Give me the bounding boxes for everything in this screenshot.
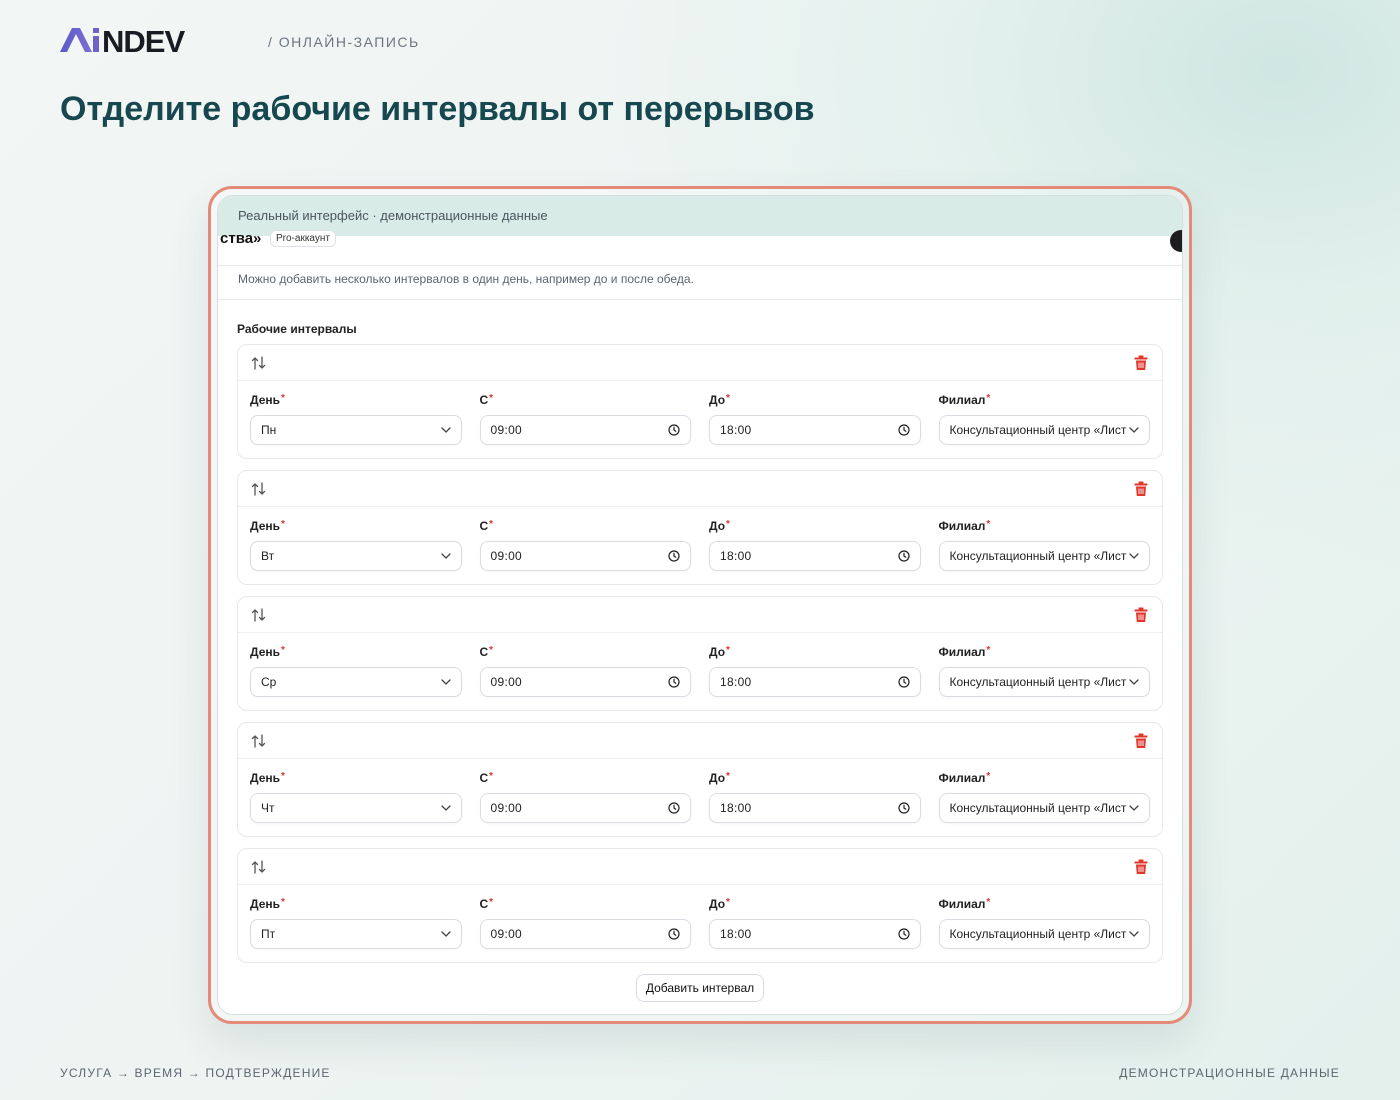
reorder-icon[interactable]: [251, 607, 267, 623]
day-field: [250, 771, 462, 823]
required-mark: *: [986, 519, 991, 530]
to-value: 18:00: [720, 423, 752, 437]
intervals-section: [218, 300, 1182, 1002]
day-select[interactable]: [250, 415, 462, 445]
interval-card-body: [238, 381, 1162, 445]
reorder-icon[interactable]: [251, 859, 267, 875]
screenshot-frame: [208, 186, 1192, 1024]
from-field: [480, 393, 692, 445]
to-label: До: [709, 519, 726, 533]
svg-text:NDEV: NDEV: [102, 26, 185, 56]
branch-select[interactable]: [939, 541, 1151, 571]
required-mark: *: [281, 771, 285, 782]
from-value: 09:00: [490, 549, 523, 563]
required-mark: *: [489, 519, 494, 530]
day-label: День: [250, 519, 280, 533]
clock-icon[interactable]: [668, 928, 680, 940]
clock-icon[interactable]: [668, 676, 680, 688]
interval-card-body: [238, 759, 1162, 823]
branch-value: Консультационный центр «Лист: [949, 675, 1127, 689]
from-time-input[interactable]: [480, 541, 692, 571]
branch-value: Консультационный центр «Лист: [949, 801, 1127, 815]
day-label: День: [250, 393, 280, 407]
required-mark: *: [726, 771, 730, 782]
to-field: [709, 645, 921, 697]
day-label: День: [250, 897, 280, 911]
required-mark: *: [726, 645, 730, 656]
day-label: День: [250, 771, 280, 785]
chevron-down-icon: [441, 679, 451, 685]
required-mark: *: [986, 771, 991, 782]
day-select[interactable]: [250, 541, 462, 571]
from-field: [480, 519, 692, 571]
required-mark: *: [726, 897, 730, 908]
interval-card-body: [238, 885, 1162, 949]
delete-icon[interactable]: [1134, 481, 1148, 497]
branch-field: [939, 645, 1151, 697]
chevron-down-icon: [1129, 931, 1139, 937]
day-field: [250, 897, 462, 949]
branch-value: Консультационный центр «Лист: [949, 549, 1127, 563]
branch-field: [939, 771, 1151, 823]
interval-card: [237, 344, 1163, 459]
from-label: С: [479, 897, 489, 911]
clock-icon[interactable]: [898, 928, 910, 940]
from-label: С: [479, 771, 489, 785]
interval-list: [237, 344, 1163, 963]
required-mark: *: [726, 393, 730, 404]
day-field: [250, 393, 462, 445]
to-label: До: [709, 897, 726, 911]
to-time-input[interactable]: [709, 667, 921, 697]
day-select[interactable]: [250, 919, 462, 949]
interval-card-body: [238, 507, 1162, 571]
required-mark: *: [281, 519, 285, 530]
branch-label: Филиал: [938, 645, 986, 659]
branch-value: Консультационный центр «Лист: [949, 927, 1127, 941]
from-label: С: [479, 519, 489, 533]
to-time-input[interactable]: [709, 919, 921, 949]
footer-steps: УСЛУГА → ВРЕМЯ → ПОДТВЕРЖДЕНИЕ: [60, 1066, 331, 1080]
chevron-down-icon: [1129, 805, 1139, 811]
from-value: 09:00: [490, 927, 523, 941]
to-field: [709, 897, 921, 949]
to-time-input[interactable]: [709, 541, 921, 571]
from-value: 09:00: [490, 423, 523, 437]
interval-card-header: [238, 345, 1162, 381]
header: [60, 26, 420, 56]
interval-card-body: [238, 633, 1162, 697]
branch-field: [939, 519, 1151, 571]
interval-card-header: [238, 597, 1162, 633]
page-title: Отделите рабочие интервалы от перерывов: [60, 90, 815, 128]
interval-card: [237, 470, 1163, 585]
interval-card-header: [238, 471, 1162, 507]
day-field: [250, 519, 462, 571]
section-label: Рабочие интервалы: [237, 322, 357, 336]
to-label: До: [709, 393, 726, 407]
footer-note: ДЕМОНСТРАЦИОННЫЕ ДАННЫЕ: [1119, 1066, 1340, 1080]
to-time-input[interactable]: [709, 415, 921, 445]
chevron-down-icon: [441, 427, 451, 433]
aindev-logo: [60, 26, 242, 56]
to-field: [709, 393, 921, 445]
required-mark: *: [489, 897, 494, 908]
branch-select[interactable]: [939, 919, 1151, 949]
delete-icon[interactable]: [1134, 733, 1148, 749]
required-mark: *: [726, 519, 730, 530]
required-mark: *: [986, 645, 991, 656]
chevron-down-icon: [1129, 553, 1139, 559]
branch-label: Филиал: [938, 771, 986, 785]
day-select[interactable]: [250, 793, 462, 823]
app-topbar: [218, 230, 1182, 266]
reorder-icon[interactable]: [251, 355, 267, 371]
from-time-input[interactable]: [480, 793, 692, 823]
from-label: С: [479, 645, 489, 659]
to-value: 18:00: [720, 801, 752, 815]
delete-icon[interactable]: [1134, 859, 1148, 875]
to-field: [709, 771, 921, 823]
required-mark: *: [986, 897, 991, 908]
required-mark: *: [281, 897, 285, 908]
clock-icon[interactable]: [898, 676, 910, 688]
chevron-down-icon: [441, 931, 451, 937]
from-field: [480, 645, 692, 697]
branch-label: Филиал: [938, 519, 986, 533]
required-mark: *: [281, 393, 285, 404]
required-mark: *: [489, 771, 494, 782]
from-time-input[interactable]: [480, 919, 692, 949]
branch-select[interactable]: [939, 415, 1151, 445]
breadcrumb: / ОНЛАЙН-ЗАПИСЬ: [268, 34, 420, 50]
interval-card: [237, 848, 1163, 963]
required-mark: *: [489, 393, 494, 404]
interval-card: [237, 722, 1163, 837]
delete-icon[interactable]: [1134, 355, 1148, 371]
from-label: С: [479, 393, 489, 407]
branch-value: Консультационный центр «Лист: [949, 423, 1127, 437]
clock-icon[interactable]: [898, 424, 910, 436]
interval-card-header: [238, 849, 1162, 885]
required-mark: *: [986, 393, 991, 404]
reorder-icon[interactable]: [251, 733, 267, 749]
day-value: Ср: [261, 675, 277, 689]
from-field: [480, 771, 692, 823]
required-mark: *: [489, 645, 494, 656]
from-value: 09:00: [490, 801, 523, 815]
to-time-input[interactable]: [709, 793, 921, 823]
branch-field: [939, 393, 1151, 445]
chevron-down-icon: [441, 553, 451, 559]
clock-icon[interactable]: [898, 802, 910, 814]
branch-label: Филиал: [938, 897, 986, 911]
from-value: 09:00: [490, 675, 523, 689]
pro-badge: Pro-аккаунт: [270, 230, 336, 247]
chevron-down-icon: [1129, 679, 1139, 685]
required-mark: *: [281, 645, 285, 656]
branch-label: Филиал: [938, 393, 986, 407]
add-wrap: [237, 974, 1163, 1002]
clock-icon[interactable]: [668, 550, 680, 562]
day-value: Пт: [261, 927, 276, 941]
day-value: Пн: [261, 423, 277, 437]
branch-select[interactable]: [939, 793, 1151, 823]
branch-select[interactable]: [939, 667, 1151, 697]
interval-card-header: [238, 723, 1162, 759]
day-value: Вт: [261, 549, 275, 563]
to-value: 18:00: [720, 927, 752, 941]
from-field: [480, 897, 692, 949]
reorder-icon[interactable]: [251, 481, 267, 497]
from-time-input[interactable]: [480, 667, 692, 697]
to-value: 18:00: [720, 549, 752, 563]
day-select[interactable]: [250, 667, 462, 697]
device-window: [217, 195, 1183, 1015]
app-name: ства»: [220, 230, 262, 247]
chevron-down-icon: [441, 805, 451, 811]
to-value: 18:00: [720, 675, 752, 689]
from-time-input[interactable]: [480, 415, 692, 445]
interval-card: [237, 596, 1163, 711]
avatar[interactable]: [1170, 230, 1183, 252]
day-field: [250, 645, 462, 697]
clock-icon[interactable]: [668, 424, 680, 436]
device-caption: Реальный интерфейс · демонстрационные данные: [218, 196, 1182, 236]
clock-icon[interactable]: [898, 550, 910, 562]
branch-field: [939, 897, 1151, 949]
chevron-down-icon: [1129, 427, 1139, 433]
clock-icon[interactable]: [668, 802, 680, 814]
delete-icon[interactable]: [1134, 607, 1148, 623]
add-interval-button[interactable]: Добавить интервал: [636, 974, 764, 1002]
to-field: [709, 519, 921, 571]
hint-text: Можно добавить несколько интервалов в один день, например до и после обеда.: [218, 266, 1182, 300]
to-label: До: [709, 645, 726, 659]
day-label: День: [250, 645, 280, 659]
day-value: Чт: [261, 801, 275, 815]
to-label: До: [709, 771, 726, 785]
